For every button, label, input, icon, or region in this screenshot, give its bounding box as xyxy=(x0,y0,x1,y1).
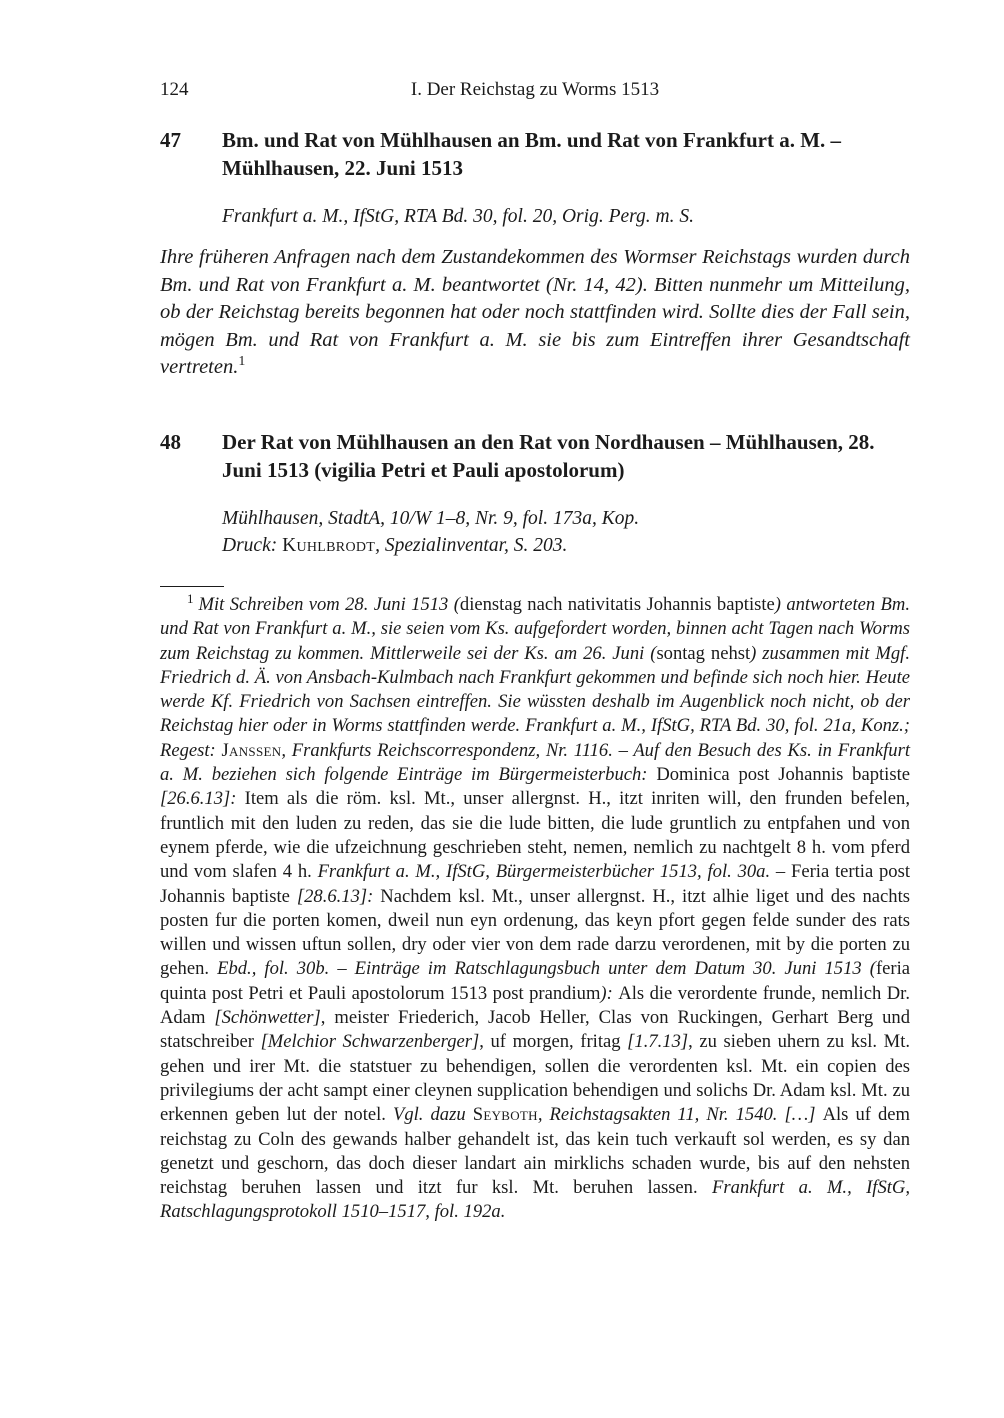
entry-48-source-block xyxy=(222,505,910,559)
entry-48-number: 48 xyxy=(160,429,181,454)
entry-47 xyxy=(160,126,910,382)
entry-48-heading xyxy=(160,428,910,484)
footnote-1 xyxy=(160,590,911,1225)
entry-47-source-block xyxy=(222,203,910,230)
entry-48-source-print: Druck: Kuhlbrodt, Spezialinventar, S. 203. xyxy=(222,534,568,556)
entry-47-title: Bm. und Rat von Mühlhausen an Bm. und Rat von Frankfurt a. M. – Mühlhausen, 22. Juni 1513 xyxy=(222,128,842,180)
footnote-1-number: 1 xyxy=(187,590,194,606)
entry-47-summary xyxy=(160,244,910,382)
entry-48 xyxy=(160,428,910,559)
entry-47-number: 47 xyxy=(160,128,181,152)
entry-48-title: Der Rat von Mühlhausen an den Rat von Nordhausen – Mühlhausen, 28. Juni 1513 (vigilia Petri et Pauli apostolorum) xyxy=(222,429,875,482)
entry-47-summary-text: Ihre früheren Anfragen nach dem Zustandekommen des Wormser Reichstags wurden durch Bm. und Rat von Frankfurt a. M. beantwortet (Nr. 14, 42). Bitten nunmehr um Mitteilung, ob der Reichstag bereits begonnen hat oder noch stattfinden wird. Sollte dies der Fall sein, mögen Bm. und Rat von Frankfurt a. M. sie bis zum Eintreffen ihrer Gesandtschaft vertreten. xyxy=(160,246,910,379)
footnote-reference-1: 1 xyxy=(238,354,246,370)
footnote-separator-rule xyxy=(160,586,224,587)
entry-47-source: Frankfurt a. M., IfStG, RTA Bd. 30, fol. 20, Orig. Perg. m. S. xyxy=(222,206,694,227)
page-number: 124 xyxy=(160,79,189,100)
running-title: I. Der Reichstag zu Worms 1513 xyxy=(410,79,660,100)
entry-47-heading xyxy=(160,126,910,182)
footnote-1-text: Mit Schreiben vom 28. Juni 1513 (dienstag nach nativitatis Johannis baptiste) antworteten Bm. und Rat von Frankfurt a. M., sie seien vom Ks. aufgefordert worden, binnen acht Tagen nach Worms zum Reichstag zu kommen. Mittlerweile sei der Ks. am 26. Juni (sontag nehst) zusammen mit Mgf. Friedrich d. Ä. von Ansbach-Kulmbach nach Frankfurt gekommen und befinde sich noch hier. Heute werde Kf. Friedrich von Sachsen eintreffen. Sie wüssten deshalb im Augenblick noch nicht, ob der Reichstag hier oder in Worms stattfinden werde. Frankfurt a. M., IfStG, RTA Bd. 30, fol. 21a, Konz.; Regest: Janssen, Frankfurts Reichscorrespondenz, Nr. 1116. – Auf den Besuch des Ks. in Frankfurt a. M. beziehen sich folgende Einträge im Bürgermeisterbuch: Dominica post Johannis baptiste [26.6.13]: Item als die röm. ksl. Mt., unser allergnst. H., itzt inriten will, den frunden befelen, fruntlich mit den luden zu reden, das sie die lude bitten, die lude gruntlich zu entpfahen und von eynem pferde, wie die ufzeichnung geschrieben steht, nemen, nemlich zu nachtgelt 8 h. vom pferd und vom slafen 4 h. Frankfurt a. M., IfStG, Bürgermeisterbücher 1513, fol. 30a. – Feria tertia post Johannis baptiste [28.6.13]: Nachdem ksl. Mt., unser allergnst. H., itzt alhie liget und des nachts posten fur die porten komen, dweil nun eyn ordenung, das keyn pfort gegen felde sunder des rats willen und wissen uftun sollen, dry oder vier von dem rade darzu verordenen, mit by die porten zu gehen. Ebd., fol. 30b. – Einträge im Ratschlagungsbuch unter dem Datum 30. Juni 1513 (feria quinta post Petri et Pauli apostolorum 1513 post prandium): Als die verordente frunde, nemlich Dr. Adam [Schönwetter], meister Friederich, Jacob Heller, Clas von Ruckingen, Gerhart Berg und statschreiber [Melchior Schwarzenberger], uf morgen, fritag [1.7.13], zu sieben uhern zu ksl. Mt. gehen und irer Mt. die statstuer zu behendigen, sollen die verordenten ksl. Mt. ein copien des privilegiums der acht sampt einer cleynen supplication behendigen und solichs Dr. Adam ksl. Mt. zu erkennen geben lut der notel. Vgl. dazu Seyboth, Reichstagsakten 11, Nr. 1540. […] Als uf dem reichstag zu Coln des gewands halber gehandelt ist, das kein tuch verkauft sol werden, es sy dan genetzt und geschorn, das doch dieser landart ain mirklichs schaden wurde, bis auf den nehsten reichstag beruhen lassen und itzt fur ksl. Mt. beruhen lassen. Frankfurt a. M., IfStG, Ratschlagungsprotokoll 1510–1517, fol. 192a. xyxy=(160,593,911,1223)
page-header xyxy=(160,78,910,102)
page-content xyxy=(160,0,910,1225)
entry-48-source-archive: Mühlhausen, StadtA, 10/W 1–8, Nr. 9, fol. 173a, Kop. xyxy=(222,507,640,529)
